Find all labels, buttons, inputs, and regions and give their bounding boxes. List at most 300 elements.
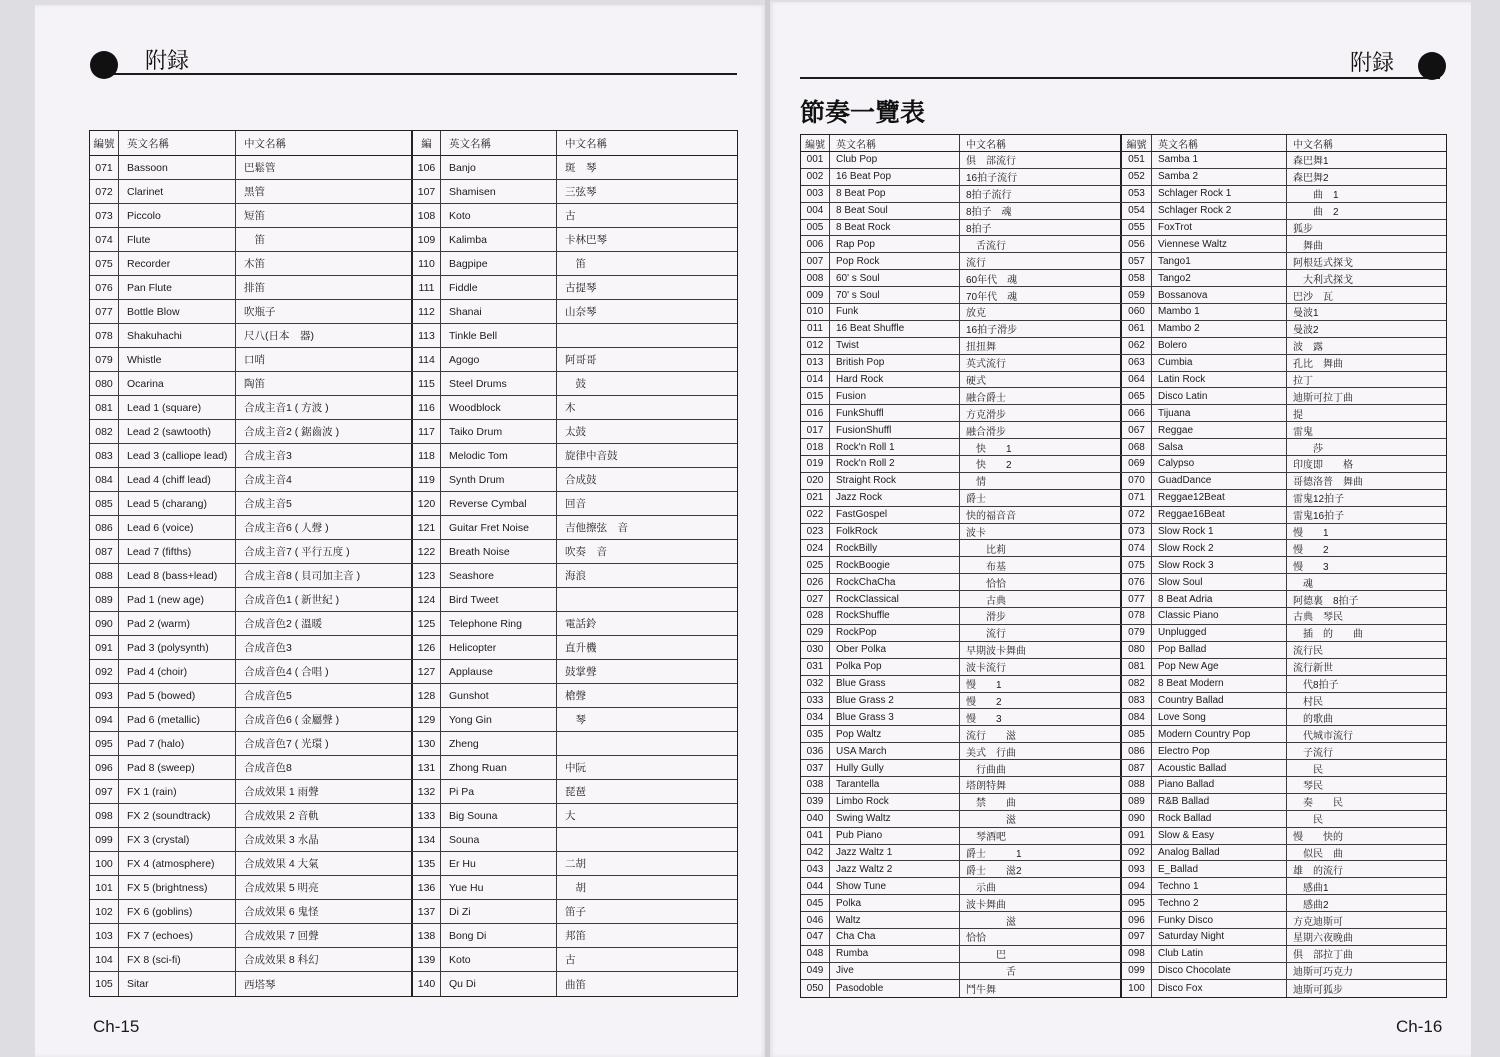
cell-number: 111 xyxy=(413,276,441,299)
cell-chinese-name: 美式 行曲 xyxy=(960,743,1122,759)
cell-chinese-name: 琴民 xyxy=(1293,781,1323,793)
cell-english-name: Show Tune xyxy=(830,878,960,894)
cell-number: 114 xyxy=(413,348,441,371)
table-row xyxy=(801,507,1446,524)
table-row xyxy=(801,270,1446,287)
cell-number: 127 xyxy=(413,660,441,683)
cell-chinese-name: 森巴舞1 xyxy=(1293,156,1329,168)
cell-english-name: Blue Grass 3 xyxy=(830,709,960,725)
cell-chinese-name: 排笛 xyxy=(236,276,413,299)
cell-number: 062 xyxy=(1122,338,1152,354)
cell-english-name: Polka xyxy=(830,895,960,911)
cell-chinese-name: 大 xyxy=(565,810,576,822)
cell-english-name: Fusion xyxy=(830,388,960,404)
cell-english-name: Guitar Fret Noise xyxy=(441,516,557,539)
cell-english-name: Unplugged xyxy=(1152,625,1287,641)
cell-english-name: Pad 2 (warm) xyxy=(119,612,236,635)
cell-chinese-name: 海浪 xyxy=(565,570,586,582)
cell-number: 079 xyxy=(1122,625,1152,641)
table-row xyxy=(90,492,737,516)
cell-chinese-name: 斑 琴 xyxy=(565,162,597,174)
cell-chinese-name: 狐步 xyxy=(1293,224,1313,235)
cell-number: 052 xyxy=(1122,169,1152,185)
header-rule xyxy=(800,77,1440,79)
cell-english-name: Love Song xyxy=(1152,709,1287,725)
cell-chinese-name: 滑步 xyxy=(960,608,1122,624)
cell-chinese-name: 曼波1 xyxy=(1293,308,1319,320)
cell-number: 012 xyxy=(801,338,830,354)
cell-chinese-name: 阿根廷式探戈 xyxy=(1293,257,1353,269)
cell-chinese-name: 琴酒吧 xyxy=(960,828,1122,844)
cell-number: 060 xyxy=(1122,304,1152,320)
cell-number: 019 xyxy=(801,456,830,472)
cell-number: 036 xyxy=(801,743,830,759)
cell-english-name: Pad 6 (metallic) xyxy=(119,708,236,731)
cell-number: 083 xyxy=(90,444,119,467)
cell-english-name: Whistle xyxy=(119,348,236,371)
cell-chinese-name: 印度即 格 xyxy=(1293,460,1353,472)
cell-chinese-name: 三弦琴 xyxy=(565,186,597,198)
cell-english-name: Di Zi xyxy=(441,900,557,923)
cell-english-name: Modern Country Pop xyxy=(1152,726,1287,742)
bullet-circle-icon xyxy=(1418,52,1446,80)
table-row xyxy=(801,878,1446,895)
cell-chinese-name: 木 xyxy=(565,402,576,414)
cell-english-name: Lead 1 (square) xyxy=(119,396,236,419)
cell-english-name: Recorder xyxy=(119,252,236,275)
cell-english-name: Lead 8 (bass+lead) xyxy=(119,564,236,587)
cell-english-name: Banjo xyxy=(441,156,557,179)
cell-english-name: Rap Pop xyxy=(830,236,960,252)
cell-chinese-name: 合成鼓 xyxy=(565,474,597,486)
cell-chinese-name: 快 2 xyxy=(960,456,1122,472)
table-row xyxy=(90,684,737,708)
cell-chinese-name: 合成主音6 ( 人聲 ) xyxy=(236,516,413,539)
cell-chinese-name: 滋 xyxy=(960,912,1122,928)
table-row xyxy=(801,676,1446,693)
cell-chinese-name: 曲 2 xyxy=(1293,207,1339,219)
cell-english-name: Melodic Tom xyxy=(441,444,557,467)
cell-number: 087 xyxy=(90,540,119,563)
cell-chinese-name: 合成音色2 ( 溫暖 xyxy=(236,612,413,635)
cell-chinese-name xyxy=(557,324,737,347)
cell-number: 113 xyxy=(413,324,441,347)
cell-english-name: FX 1 (rain) xyxy=(119,780,236,803)
cell-number: 025 xyxy=(801,557,830,573)
table-row xyxy=(801,169,1446,186)
cell-english-name: Fiddle xyxy=(441,276,557,299)
cell-chinese-name xyxy=(557,732,737,755)
cell-chinese-name: 快的福音音 xyxy=(960,507,1122,523)
cell-english-name: Sitar xyxy=(119,972,236,996)
cell-english-name: Hully Gully xyxy=(830,760,960,776)
cell-english-name: Calypso xyxy=(1152,456,1287,472)
cell-number: 068 xyxy=(1122,439,1152,455)
cell-chinese-name: 阿德裏 8拍子 xyxy=(1293,595,1359,607)
table-row xyxy=(801,794,1446,811)
cell-number: 031 xyxy=(801,659,830,675)
cell-chinese-name: 笛 xyxy=(565,258,586,270)
cell-chinese-name: 8拍子流行 xyxy=(960,186,1122,202)
cell-chinese-name: 慢 快的 xyxy=(1293,832,1343,844)
cell-number: 017 xyxy=(801,422,830,438)
cell-chinese-name: 扭扭舞 xyxy=(960,338,1122,354)
cell-number: 093 xyxy=(1122,861,1152,877)
cell-chinese-name: 曲 1 xyxy=(1293,190,1339,202)
cell-english-name: Rock Ballad xyxy=(1152,811,1287,827)
cell-chinese-name: 合成效果 8 科幻 xyxy=(236,948,413,971)
cell-english-name: FX 2 (soundtrack) xyxy=(119,804,236,827)
cell-english-name: Salsa xyxy=(1152,439,1287,455)
cell-number: 094 xyxy=(90,708,119,731)
cell-chinese-name: 直升機 xyxy=(565,642,597,654)
cell-number: 072 xyxy=(1122,507,1152,523)
table-row xyxy=(801,372,1446,389)
cell-chinese-name: 慢 3 xyxy=(960,709,1122,725)
cell-chinese-name: 合成音色3 xyxy=(236,636,413,659)
table-row xyxy=(90,588,737,612)
cell-number: 115 xyxy=(413,372,441,395)
cell-chinese-name: 慢 1 xyxy=(960,676,1122,692)
cell-number: 034 xyxy=(801,709,830,725)
table-row xyxy=(90,852,737,876)
table-row xyxy=(90,468,737,492)
cell-english-name: 16 Beat Shuffle xyxy=(830,321,960,337)
cell-chinese-name: 森巴舞2 xyxy=(1293,173,1329,185)
table-row xyxy=(801,828,1446,845)
cell-number: 089 xyxy=(1122,794,1152,810)
cell-chinese-name: 舌流行 xyxy=(960,236,1122,252)
table-row xyxy=(801,203,1446,220)
table-row xyxy=(801,574,1446,591)
cell-chinese-name: 莎 xyxy=(1293,443,1323,455)
cell-chinese-name: 合成音色4 ( 合唱 ) xyxy=(236,660,413,683)
cell-number: 002 xyxy=(801,169,830,185)
column-header: 英文名稱 xyxy=(1152,135,1287,151)
cell-chinese-name: 中阮 xyxy=(565,762,586,774)
cell-chinese-name: 巴 xyxy=(960,946,1122,962)
cell-english-name: Lead 6 (voice) xyxy=(119,516,236,539)
cell-english-name: Slow Rock 3 xyxy=(1152,557,1287,573)
table-row xyxy=(801,456,1446,473)
cell-english-name: Souna xyxy=(441,828,557,851)
cell-english-name: Bagpipe xyxy=(441,252,557,275)
cell-number: 050 xyxy=(801,980,830,997)
cell-chinese-name: 短笛 xyxy=(236,204,413,227)
cell-english-name: RockPop xyxy=(830,625,960,641)
cell-chinese-name: 雷鬼 xyxy=(1293,426,1313,438)
cell-number: 112 xyxy=(413,300,441,323)
cell-number: 097 xyxy=(1122,929,1152,945)
cell-english-name: Reggae16Beat xyxy=(1152,507,1287,523)
cell-number: 130 xyxy=(413,732,441,755)
header-rule xyxy=(95,73,737,75)
cell-chinese-name: 合成效果 1 雨聲 xyxy=(236,780,413,803)
cell-english-name: Country Ballad xyxy=(1152,693,1287,709)
cell-english-name: Gunshot xyxy=(441,684,557,707)
table-row xyxy=(801,490,1446,507)
cell-english-name: Seashore xyxy=(441,564,557,587)
cell-number: 110 xyxy=(413,252,441,275)
cell-english-name: Funky Disco xyxy=(1152,912,1287,928)
cell-english-name: Pad 5 (bowed) xyxy=(119,684,236,707)
table-row xyxy=(90,444,737,468)
cell-chinese-name: 合成主音7 ( 平行五度 ) xyxy=(236,540,413,563)
cell-number: 081 xyxy=(1122,659,1152,675)
cell-english-name: Reverse Cymbal xyxy=(441,492,557,515)
cell-english-name: Viennese Waltz xyxy=(1152,236,1287,252)
table-row xyxy=(90,612,737,636)
cell-number: 096 xyxy=(1122,912,1152,928)
cell-number: 091 xyxy=(90,636,119,659)
cell-number: 032 xyxy=(801,676,830,692)
cell-chinese-name: 阿哥哥 xyxy=(565,354,597,366)
cell-english-name: Bolero xyxy=(1152,338,1287,354)
table-row xyxy=(801,912,1446,929)
table-row xyxy=(90,804,737,828)
cell-number: 086 xyxy=(1122,743,1152,759)
cell-number: 084 xyxy=(1122,709,1152,725)
cell-chinese-name: 合成效果 4 大氣 xyxy=(236,852,413,875)
cell-chinese-name: 邦笛 xyxy=(565,930,586,942)
table-row xyxy=(90,900,737,924)
cell-chinese-name: 琴 xyxy=(565,714,586,726)
cell-number: 137 xyxy=(413,900,441,923)
cell-chinese-name: 波卡流行 xyxy=(960,659,1122,675)
cell-english-name: Techno 1 xyxy=(1152,878,1287,894)
cell-english-name: Er Hu xyxy=(441,852,557,875)
table-row xyxy=(90,180,737,204)
table-row xyxy=(801,186,1446,203)
cell-chinese-name: 爵士 1 xyxy=(960,845,1122,861)
cell-english-name: Ocarina xyxy=(119,372,236,395)
cell-chinese-name: 胡 xyxy=(565,882,586,894)
cell-chinese-name: 魂 xyxy=(1293,578,1313,590)
table-row xyxy=(801,693,1446,710)
table-row xyxy=(801,557,1446,574)
table-header-row xyxy=(801,135,1446,152)
cell-number: 092 xyxy=(1122,845,1152,861)
cell-chinese-name: 迪斯可狐步 xyxy=(1293,984,1343,996)
cell-english-name: British Pop xyxy=(830,355,960,371)
cell-number: 061 xyxy=(1122,321,1152,337)
cell-number: 078 xyxy=(1122,608,1152,624)
cell-chinese-name: 拉丁 xyxy=(1293,376,1313,388)
cell-chinese-name: 合成主音5 xyxy=(236,492,413,515)
cell-number: 095 xyxy=(1122,895,1152,911)
table-row xyxy=(90,420,737,444)
cell-english-name: Disco Fox xyxy=(1152,980,1287,997)
cell-english-name: Steel Drums xyxy=(441,372,557,395)
cell-english-name: RockChaCha xyxy=(830,574,960,590)
cell-number: 122 xyxy=(413,540,441,563)
cell-number: 053 xyxy=(1122,186,1152,202)
cell-english-name: Disco Latin xyxy=(1152,388,1287,404)
cell-english-name: Big Souna xyxy=(441,804,557,827)
cell-number: 091 xyxy=(1122,828,1152,844)
cell-number: 009 xyxy=(801,287,830,303)
column-header: 中文名稱 xyxy=(960,135,1122,151)
cell-chinese-name xyxy=(557,828,737,851)
table-row xyxy=(90,204,737,228)
cell-chinese-name: 吹奏 音 xyxy=(565,546,607,558)
cell-number: 098 xyxy=(90,804,119,827)
cell-english-name: Pop Rock xyxy=(830,253,960,269)
cell-english-name: Pub Piano xyxy=(830,828,960,844)
cell-number: 121 xyxy=(413,516,441,539)
cell-number: 080 xyxy=(1122,642,1152,658)
cell-english-name: FX 5 (brightness) xyxy=(119,876,236,899)
cell-number: 059 xyxy=(1122,287,1152,303)
cell-number: 100 xyxy=(90,852,119,875)
cell-chinese-name: 慢 2 xyxy=(1293,544,1329,556)
table-row xyxy=(90,564,737,588)
cell-number: 035 xyxy=(801,726,830,742)
cell-chinese-name: 西塔琴 xyxy=(236,972,413,996)
cell-english-name: Slow Rock 1 xyxy=(1152,524,1287,540)
cell-english-name: 8 Beat Pop xyxy=(830,186,960,202)
cell-english-name: Piccolo xyxy=(119,204,236,227)
cell-number: 020 xyxy=(801,473,830,489)
cell-chinese-name: 口哨 xyxy=(236,348,413,371)
cell-english-name: Reggae xyxy=(1152,422,1287,438)
cell-chinese-name xyxy=(557,588,737,611)
rhythm-table xyxy=(801,135,1446,997)
cell-chinese-name: 慢 1 xyxy=(1293,528,1329,540)
table-row xyxy=(90,924,737,948)
cell-number: 041 xyxy=(801,828,830,844)
cell-chinese-name: 雷鬼16拍子 xyxy=(1293,511,1345,523)
cell-number: 090 xyxy=(1122,811,1152,827)
cell-number: 131 xyxy=(413,756,441,779)
cell-english-name: Analog Ballad xyxy=(1152,845,1287,861)
cell-number: 133 xyxy=(413,804,441,827)
cell-english-name: Club Pop xyxy=(830,152,960,168)
cell-english-name: Shamisen xyxy=(441,180,557,203)
cell-number: 120 xyxy=(413,492,441,515)
cell-english-name: Jazz Rock xyxy=(830,490,960,506)
cell-number: 063 xyxy=(1122,355,1152,371)
cell-chinese-name: 合成效果 6 鬼怪 xyxy=(236,900,413,923)
cell-english-name: Samba 2 xyxy=(1152,169,1287,185)
page-title: 節奏一覽表 xyxy=(800,98,926,127)
cell-chinese-name: 古 xyxy=(565,210,576,222)
cell-chinese-name: 硬式 xyxy=(960,372,1122,388)
cell-chinese-name: 子流行 xyxy=(1293,747,1333,759)
cell-english-name: FX 6 (goblins) xyxy=(119,900,236,923)
cell-chinese-name: 哥德洛普 舞曲 xyxy=(1293,477,1363,489)
cell-chinese-name: 舌 xyxy=(960,963,1122,979)
cell-english-name: Helicopter xyxy=(441,636,557,659)
cell-chinese-name: 笛子 xyxy=(565,906,586,918)
table-row xyxy=(801,287,1446,304)
cell-english-name: 8 Beat Adria xyxy=(1152,591,1287,607)
cell-number: 085 xyxy=(90,492,119,515)
cell-number: 074 xyxy=(90,228,119,251)
cell-english-name: Jazz Waltz 1 xyxy=(830,845,960,861)
table-row xyxy=(801,845,1446,862)
cell-number: 135 xyxy=(413,852,441,875)
cell-number: 021 xyxy=(801,490,830,506)
table-row xyxy=(90,732,737,756)
cell-english-name: Clarinet xyxy=(119,180,236,203)
column-header: 英文名稱 xyxy=(119,131,236,155)
cell-english-name: FolkRock xyxy=(830,524,960,540)
cell-english-name: Shakuhachi xyxy=(119,324,236,347)
cell-english-name: Disco Chocolate xyxy=(1152,963,1287,979)
cell-number: 093 xyxy=(90,684,119,707)
cell-number: 129 xyxy=(413,708,441,731)
table-row xyxy=(801,642,1446,659)
cell-chinese-name: 合成主音2 ( 鋸齒波 ) xyxy=(236,420,413,443)
cell-chinese-name: 慢 3 xyxy=(1293,561,1329,573)
cell-number: 086 xyxy=(90,516,119,539)
cell-chinese-name: 波卡 xyxy=(960,524,1122,540)
cell-number: 047 xyxy=(801,929,830,945)
table-row xyxy=(801,811,1446,828)
cell-english-name: Club Latin xyxy=(1152,946,1287,962)
cell-english-name: Mambo 2 xyxy=(1152,321,1287,337)
cell-chinese-name: 示曲 xyxy=(960,878,1122,894)
cell-number: 069 xyxy=(1122,456,1152,472)
cell-number: 010 xyxy=(801,304,830,320)
cell-number: 136 xyxy=(413,876,441,899)
bullet-circle-icon xyxy=(90,51,118,79)
book-gutter xyxy=(765,0,770,1057)
cell-chinese-name: 古提琴 xyxy=(565,282,597,294)
cell-chinese-name: 古典 琴民 xyxy=(1293,612,1343,624)
cell-chinese-name: 鼓掌聲 xyxy=(565,666,597,678)
cell-chinese-name: 村民 xyxy=(1293,696,1323,708)
cell-english-name: Pad 3 (polysynth) xyxy=(119,636,236,659)
cell-chinese-name: 迪斯可拉丁曲 xyxy=(1293,392,1353,404)
cell-chinese-name: 的歌曲 xyxy=(1293,713,1333,725)
cell-english-name: Cha Cha xyxy=(830,929,960,945)
column-header: 編號 xyxy=(801,135,830,151)
cell-number: 014 xyxy=(801,372,830,388)
table-row xyxy=(90,708,737,732)
cell-chinese-name: 合成主音4 xyxy=(236,468,413,491)
cell-chinese-name: 方克滑步 xyxy=(960,405,1122,421)
column-header: 編號 xyxy=(1122,135,1152,151)
column-header: 中文名稱 xyxy=(565,137,607,150)
cell-number: 101 xyxy=(90,876,119,899)
cell-english-name: Tarantella xyxy=(830,777,960,793)
cell-number: 046 xyxy=(801,912,830,928)
cell-chinese-name: 奏 民 xyxy=(1293,798,1343,810)
cell-chinese-name: 鼓 xyxy=(565,378,586,390)
cell-chinese-name: 黑管 xyxy=(236,180,413,203)
cell-number: 022 xyxy=(801,507,830,523)
cell-number: 071 xyxy=(1122,490,1152,506)
cell-english-name: Lead 4 (chiff lead) xyxy=(119,468,236,491)
cell-english-name: Pad 8 (sweep) xyxy=(119,756,236,779)
cell-number: 070 xyxy=(1122,473,1152,489)
cell-english-name: E_Ballad xyxy=(1152,861,1287,877)
table-row xyxy=(801,355,1446,372)
cell-english-name: FastGospel xyxy=(830,507,960,523)
cell-english-name: Applause xyxy=(441,660,557,683)
cell-english-name: Lead 3 (calliope lead) xyxy=(119,444,236,467)
cell-chinese-name: 合成主音1 ( 方波 ) xyxy=(236,396,413,419)
cell-chinese-name: 舞曲 xyxy=(1293,240,1323,252)
cell-chinese-name: 插 的 曲 xyxy=(1293,629,1363,641)
cell-chinese-name: 大利式探戈 xyxy=(1293,274,1353,286)
table-row xyxy=(801,439,1446,456)
cell-chinese-name: 行曲曲 xyxy=(960,760,1122,776)
cell-number: 066 xyxy=(1122,405,1152,421)
cell-number: 024 xyxy=(801,540,830,556)
